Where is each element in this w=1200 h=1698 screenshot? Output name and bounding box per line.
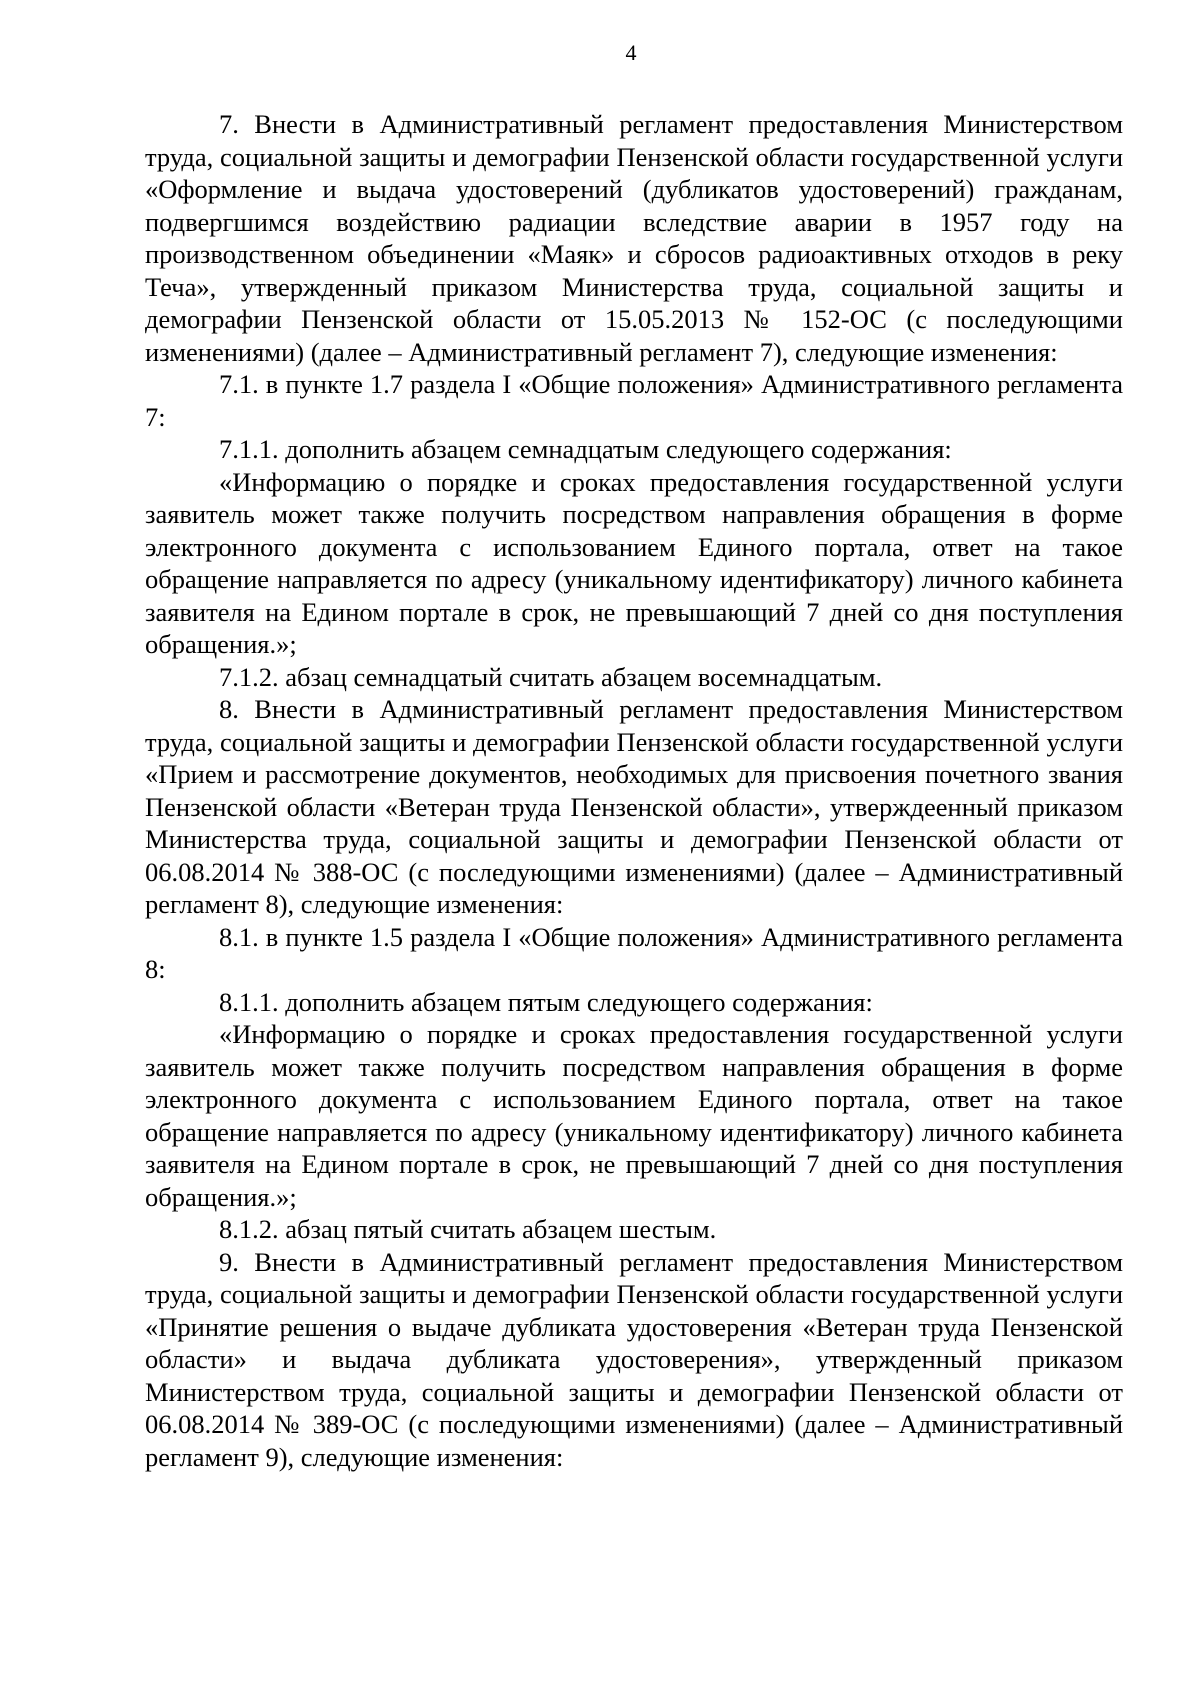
paragraph-7-1-2: 7.1.2. абзац семнадцатый считать абзацем восемнадцатым. [219, 661, 883, 692]
paragraph-8: 8. Внести в Административный регламент предоставления Министерством труда, социальной защиты и демографии Пензенской области государственной услуги «Прием и рассмотрение документов, необходимых для присвоения почетного звания Пензенской области «Ветеран труда Пензенской области», утверждеенный приказом Министерства труда, социальной защиты и демографии Пензенской области от 06.08.2014 № 388-ОС (с последующими изменениями) (далее – Административный регламент 8), следующие изменения: [145, 694, 1123, 919]
document-body [145, 108, 1123, 1473]
paragraph-7-1: 7.1. в пункте 1.7 раздела I «Общие положения» Административного регламента 7: [145, 369, 1123, 432]
quote-paragraph-7: «Информацию о порядке и сроках предоставления государственной услуги заявитель может также получить посредством направления обращения в форме электронного документа с использованием Единого портала, ответ на такое обращение направляется по адресу (уникальному идентификатору) личного кабинета заявителя на Едином портале в срок, не превышающий 7 дней со дня поступления обращения.»; [145, 466, 1123, 659]
page-number: 4 [625, 40, 637, 65]
paragraph-8-1-1: 8.1.1. дополнить абзацем пятым следующего содержания: [219, 986, 873, 1017]
paragraph-9: 9. Внести в Административный регламент предоставления Министерством труда, социальной защиты и демографии Пензенской области государственной услуги «Принятие решения о выдаче дубликата удостоверения «Ветеран труда Пензенской области» и выдача дубликата удостоверения», утвержденный приказом Министерством труда, социальной защиты и демографии Пензенской области от 06.08.2014 № 389-ОС (с последующими изменениями) (далее – Административный регламент 9), следующие изменения: [145, 1246, 1123, 1472]
paragraph-8-1-2: 8.1.2. абзац пятый считать абзацем шестым. [219, 1214, 717, 1244]
quote-paragraph-8: «Информацию о порядке и сроках предоставления государственной услуги заявитель может также получить посредством направления обращения в форме электронного документа с использованием Единого портала, ответ на такое обращение направляется по адресу (уникальному идентификатору) личного кабинета заявителя на Едином портале в срок, не превышающий 7 дней со дня поступления обращения.»; [145, 1019, 1123, 1212]
paragraph-7: 7. Внести в Административный регламент предоставления Министерством труда, социальной защиты и демографии Пензенской области государственной услуги «Оформление и выдача удостоверений (дубликатов удостоверений) гражданам, подвергшимся воздействию радиации вследствие аварии в 1957 году на производственном объединении «Маяк» и сбросов радиоактивных отходов в реку Теча», утвержденный приказом Министерства труда, социальной защиты и демографии Пензенской области от 15.05.2013 № 152-ОС (с последующими изменениями) (далее – Административный регламент 7), следующие изменения: [145, 109, 1123, 367]
paragraph-7-1-1: 7.1.1. дополнить абзацем семнадцатым следующего содержания: [219, 434, 952, 464]
paragraph-8-1: 8.1. в пункте 1.5 раздела I «Общие положения» Административного регламента 8: [145, 921, 1123, 984]
